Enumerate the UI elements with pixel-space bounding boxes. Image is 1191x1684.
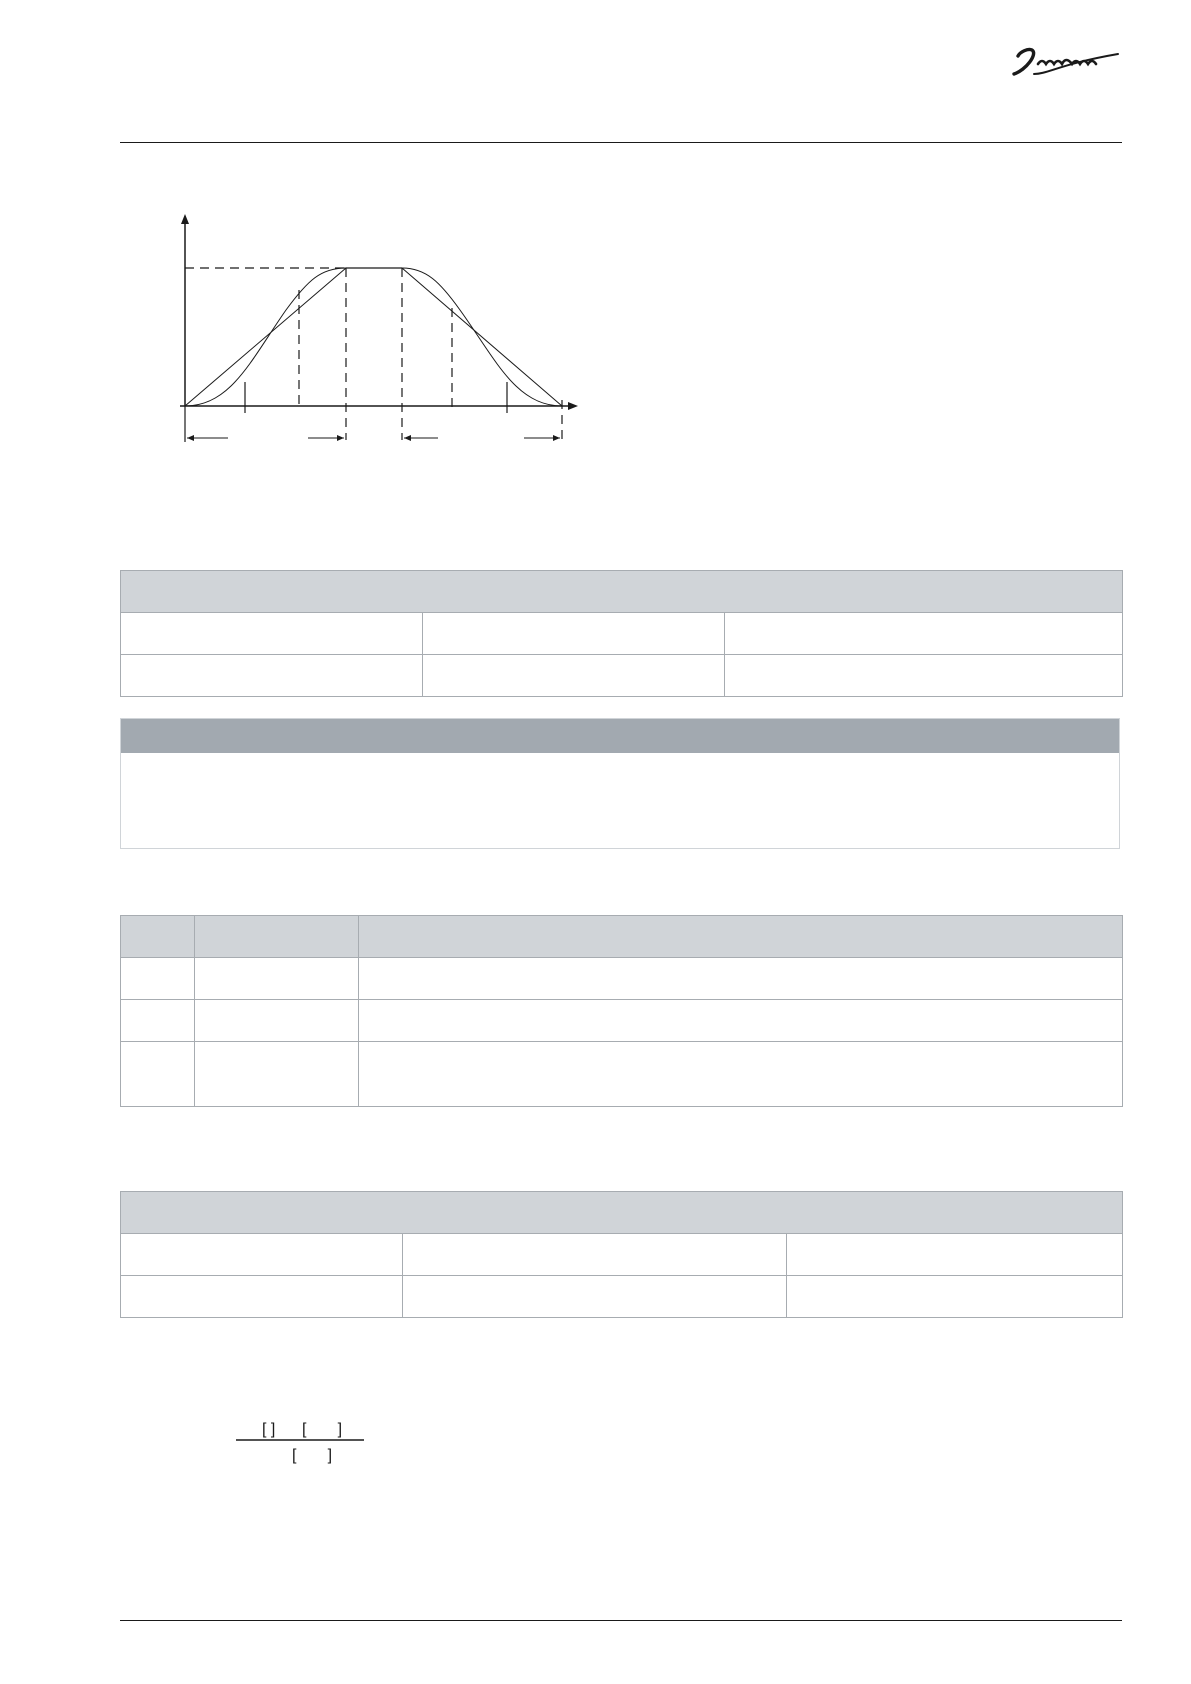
table-row [121, 1000, 1123, 1042]
table-row [121, 1276, 1123, 1318]
table-cell [359, 958, 1123, 1000]
y-axis-arrow [181, 214, 189, 224]
table-row [121, 1234, 1123, 1276]
table-cell [403, 1234, 787, 1276]
table-cell [423, 613, 725, 655]
table-row [121, 1042, 1123, 1107]
linear-ramp-down [402, 268, 562, 406]
note-body [121, 753, 1119, 769]
table-cell [121, 1234, 403, 1276]
note-box [120, 718, 1120, 849]
table-cell [359, 1000, 1123, 1042]
table-cell [195, 958, 359, 1000]
table-cell [121, 1000, 195, 1042]
table-cell [787, 1276, 1123, 1318]
table-title [121, 1192, 1123, 1234]
table-cell [725, 613, 1123, 655]
table-cell [121, 958, 195, 1000]
table-cell [403, 1276, 787, 1318]
ramp-curve-figure [176, 210, 586, 460]
formula-denominator: [ ] [292, 1447, 333, 1464]
table-cell [725, 655, 1123, 697]
table-header-row [121, 916, 1123, 958]
formula-numerator: [ ] [ ] [262, 1421, 343, 1438]
danfoss-logo [1008, 44, 1124, 84]
table-row [121, 613, 1123, 655]
parameter-table-2 [120, 1191, 1123, 1318]
table-row [121, 958, 1123, 1000]
note-title-bar [121, 719, 1119, 753]
table-cell [121, 1276, 403, 1318]
formula [228, 1418, 368, 1468]
table-cell [195, 1000, 359, 1042]
column-header [359, 916, 1123, 958]
table-row [121, 655, 1123, 697]
column-header [121, 916, 195, 958]
parameter-table-1 [120, 570, 1123, 697]
table-cell [195, 1042, 359, 1107]
option-table [120, 915, 1123, 1107]
table-cell [423, 655, 725, 697]
footer-rule [120, 1620, 1122, 1621]
table-cell [121, 655, 423, 697]
table-title [121, 571, 1123, 613]
table-cell [787, 1234, 1123, 1276]
column-header [195, 916, 359, 958]
table-cell [121, 1042, 195, 1107]
header-rule [120, 142, 1122, 143]
table-cell [359, 1042, 1123, 1107]
linear-ramp-up [185, 268, 346, 406]
table-cell [121, 613, 423, 655]
x-axis-arrow [568, 402, 578, 410]
